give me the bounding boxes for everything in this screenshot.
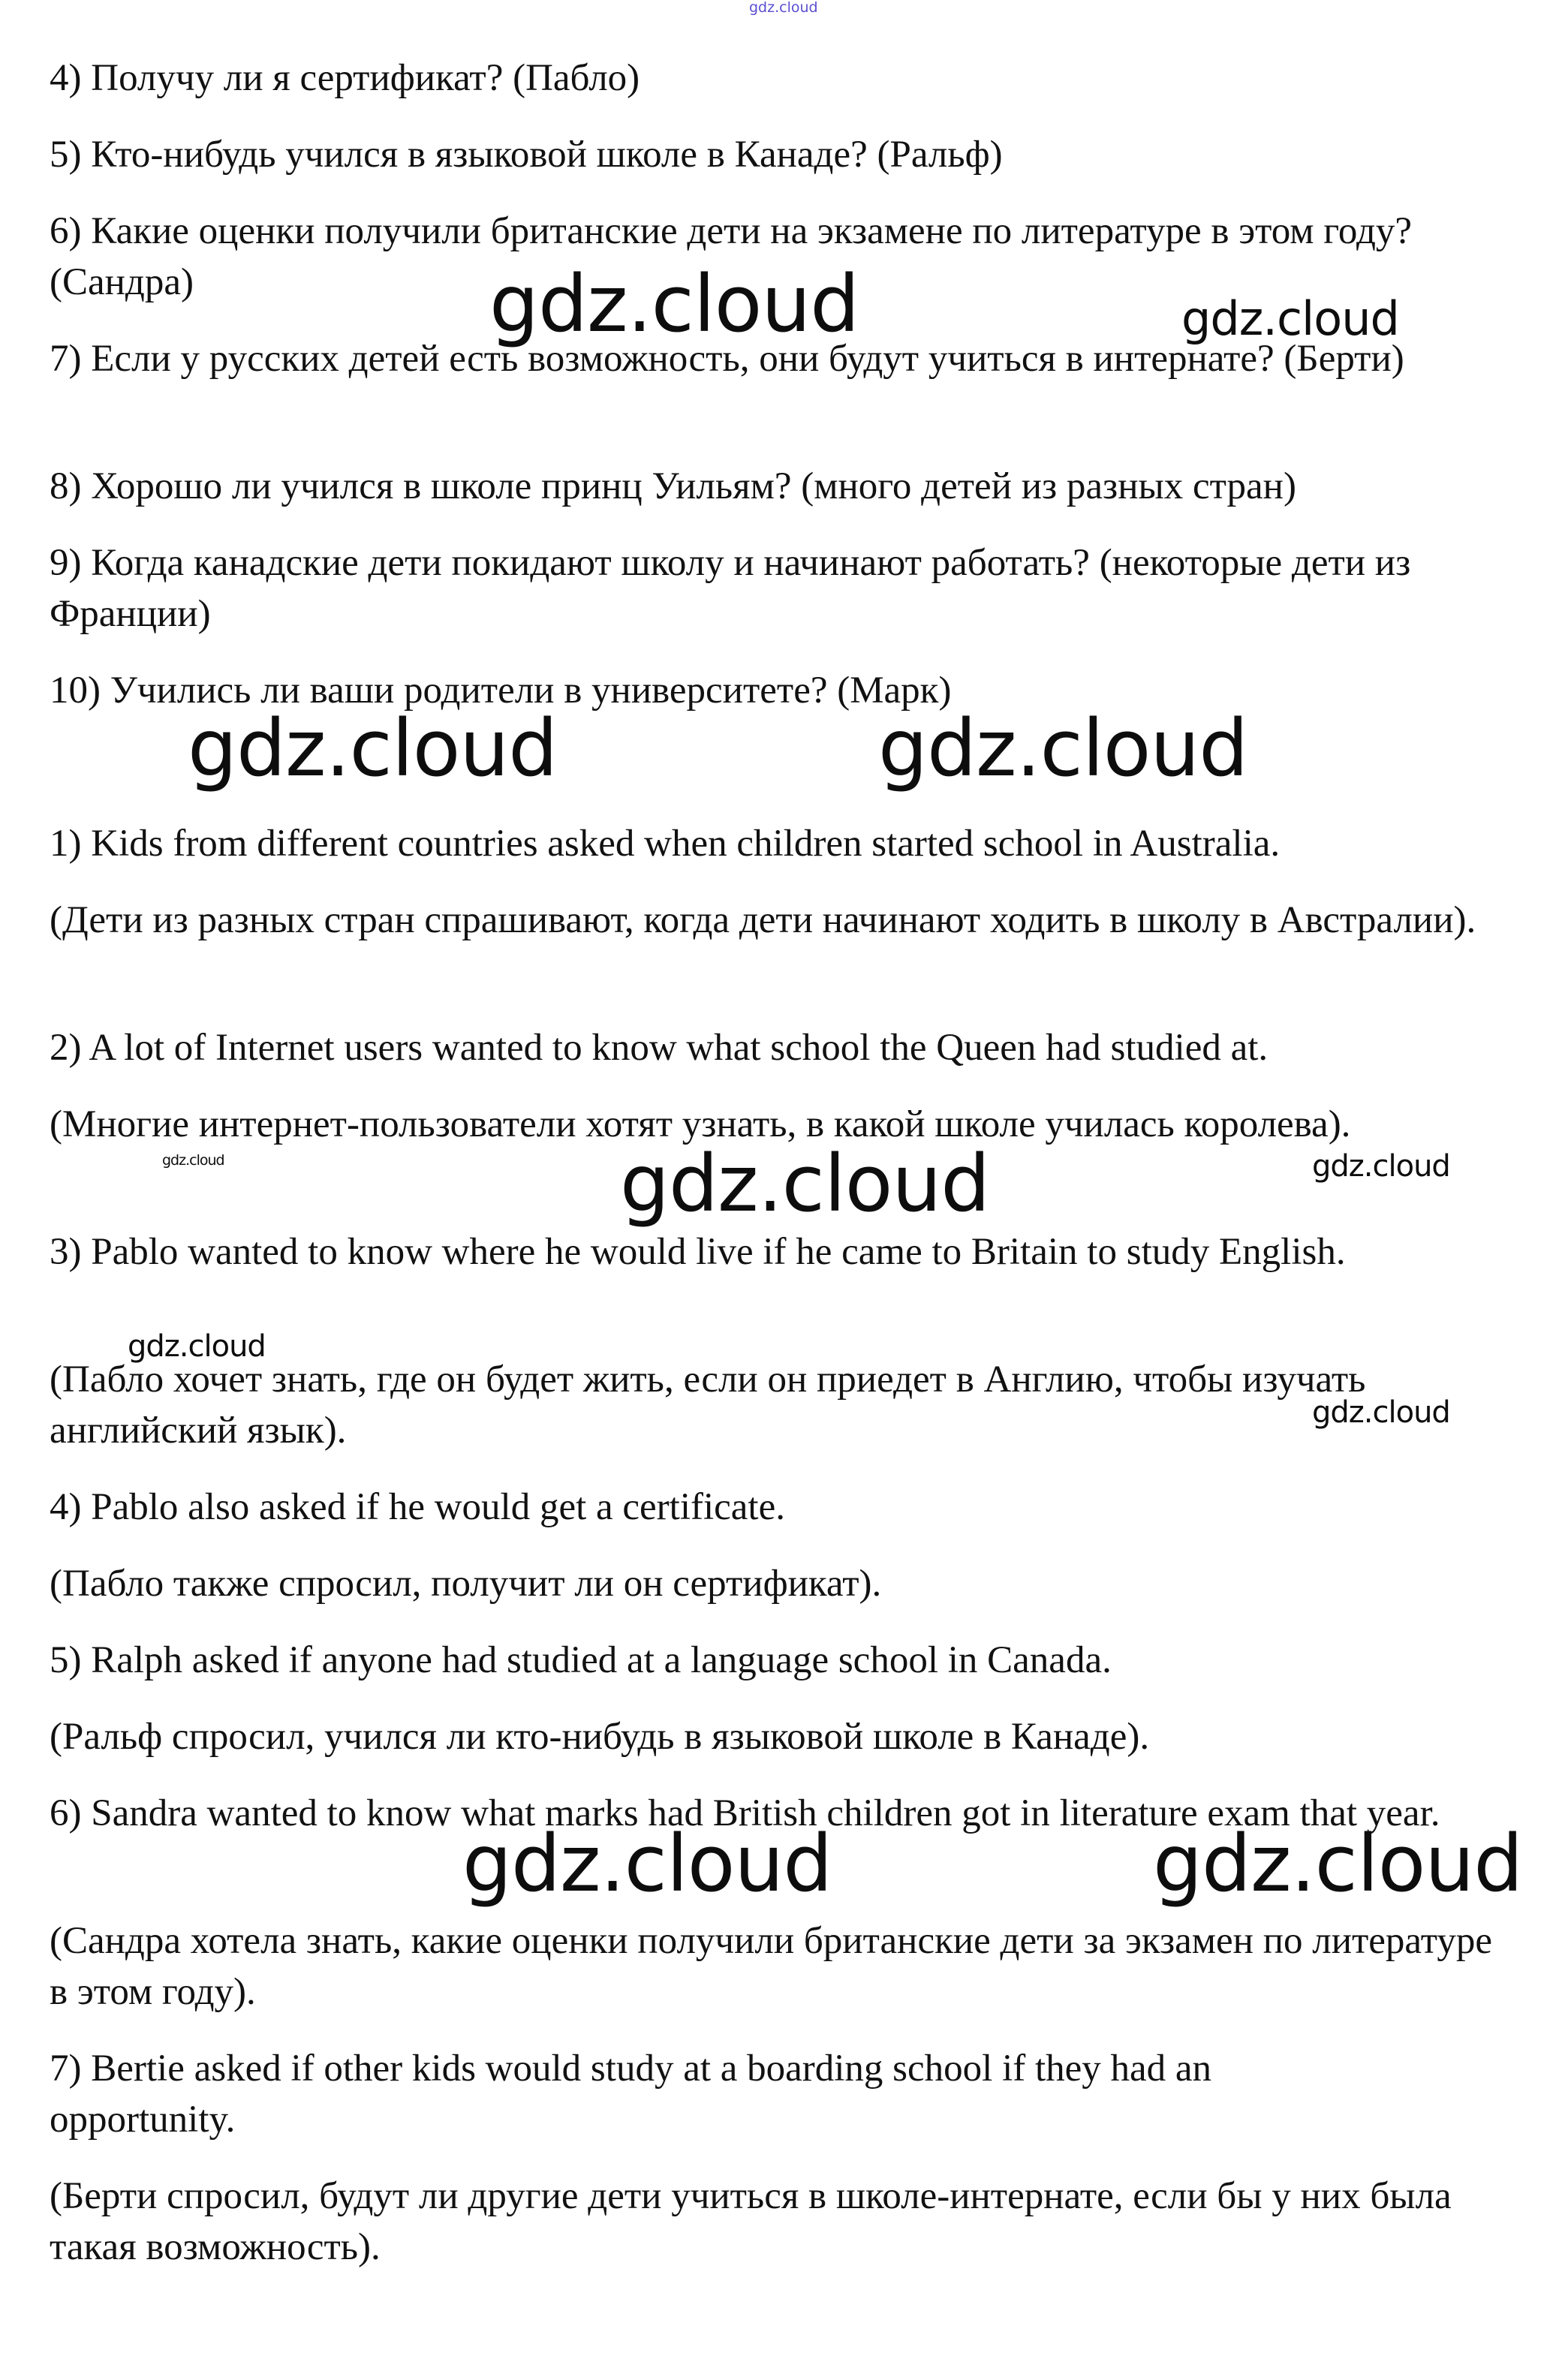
- paragraph-en-a2: 2) A lot of Internet users wanted to know what school the Queen had studied at.: [50, 1027, 1269, 1069]
- watermark: gdz.cloud: [489, 258, 859, 350]
- watermark: gdz.cloud: [1153, 1818, 1523, 1909]
- paragraph-ru-q6: 6) Какие оценки получили британские дети на экзамене по литературе в этом году? (Сандра): [50, 210, 1413, 303]
- watermark: gdz.cloud: [1181, 291, 1399, 346]
- watermark: gdz.cloud: [188, 703, 558, 794]
- paragraph-en-a6: 6) Sandra wanted to know what marks had British children got in literature exam that year.: [50, 1792, 1440, 1834]
- paragraph-en-a1: 1) Kids from different countries asked when children started school in Australia.: [50, 823, 1281, 865]
- paragraph-en-a5: 5) Ralph asked if anyone had studied at a language school in Canada.: [50, 1639, 1112, 1681]
- watermark: gdz.cloud: [878, 703, 1248, 794]
- watermark: gdz.cloud: [1312, 1149, 1450, 1184]
- paragraph-ru-a2: (Многие интернет-пользователи хотят узнать, в какой школе училась королева).: [50, 1103, 1351, 1145]
- watermark-top: gdz.cloud: [749, 0, 818, 16]
- paragraph-ru-q9: 9) Когда канадские дети покидают школу и начинают работать? (некоторые дети из Франции): [50, 542, 1411, 635]
- watermark: gdz.cloud: [620, 1138, 990, 1229]
- paragraph-ru-a5: (Ральф спросил, учился ли кто-нибудь в языковой школе в Канаде).: [50, 1716, 1150, 1758]
- paragraph-ru-q10: 10) Учились ли ваши родители в университете? (Марк): [50, 669, 952, 712]
- paragraph-en-a3: 3) Pablo wanted to know where he would live if he came to Britain to study English.: [50, 1231, 1346, 1273]
- paragraph-en-a4: 4) Pablo also asked if he would get a certificate.: [50, 1486, 785, 1528]
- paragraph-ru-a1: (Дети из разных стран спрашивают, когда дети начинают ходить в школу в Австралии).: [50, 899, 1476, 941]
- paragraph-ru-a6: (Сандра хотела знать, какие оценки получили британские дети за экзамен по литературе в этом году).: [50, 1920, 1492, 2013]
- paragraph-ru-a7: (Берти спросил, будут ли другие дети учиться в школе-интернате, если бы у них была такая возможность).: [50, 2175, 1452, 2268]
- paragraph-ru-a4: (Пабло также спросил, получит ли он сертификат).: [50, 1563, 882, 1605]
- paragraph-ru-q8: 8) Хорошо ли учился в школе принц Уильям? (много детей из разных стран): [50, 465, 1296, 507]
- paragraph-ru-a3: (Пабло хочет знать, где он будет жить, если он приедет в Англию, чтобы изучать английский язык).: [50, 1359, 1366, 1452]
- watermark: gdz.cloud: [128, 1329, 266, 1364]
- paragraph-ru-q7: 7) Если у русских детей есть возможность, они будут учиться в интернате? (Берти): [50, 338, 1404, 380]
- paragraph-en-a7: 7) Bertie asked if other kids would study at a boarding school if they had an opportunity.: [50, 2048, 1212, 2141]
- watermark: gdz.cloud: [162, 1152, 224, 1169]
- watermark: gdz.cloud: [1312, 1395, 1450, 1430]
- paragraph-ru-q4: 4) Получу ли я сертификат? (Пабло): [50, 57, 640, 99]
- watermark: gdz.cloud: [462, 1818, 832, 1909]
- paragraph-ru-q5: 5) Кто-нибудь учился в языковой школе в Канаде? (Ральф): [50, 134, 1003, 176]
